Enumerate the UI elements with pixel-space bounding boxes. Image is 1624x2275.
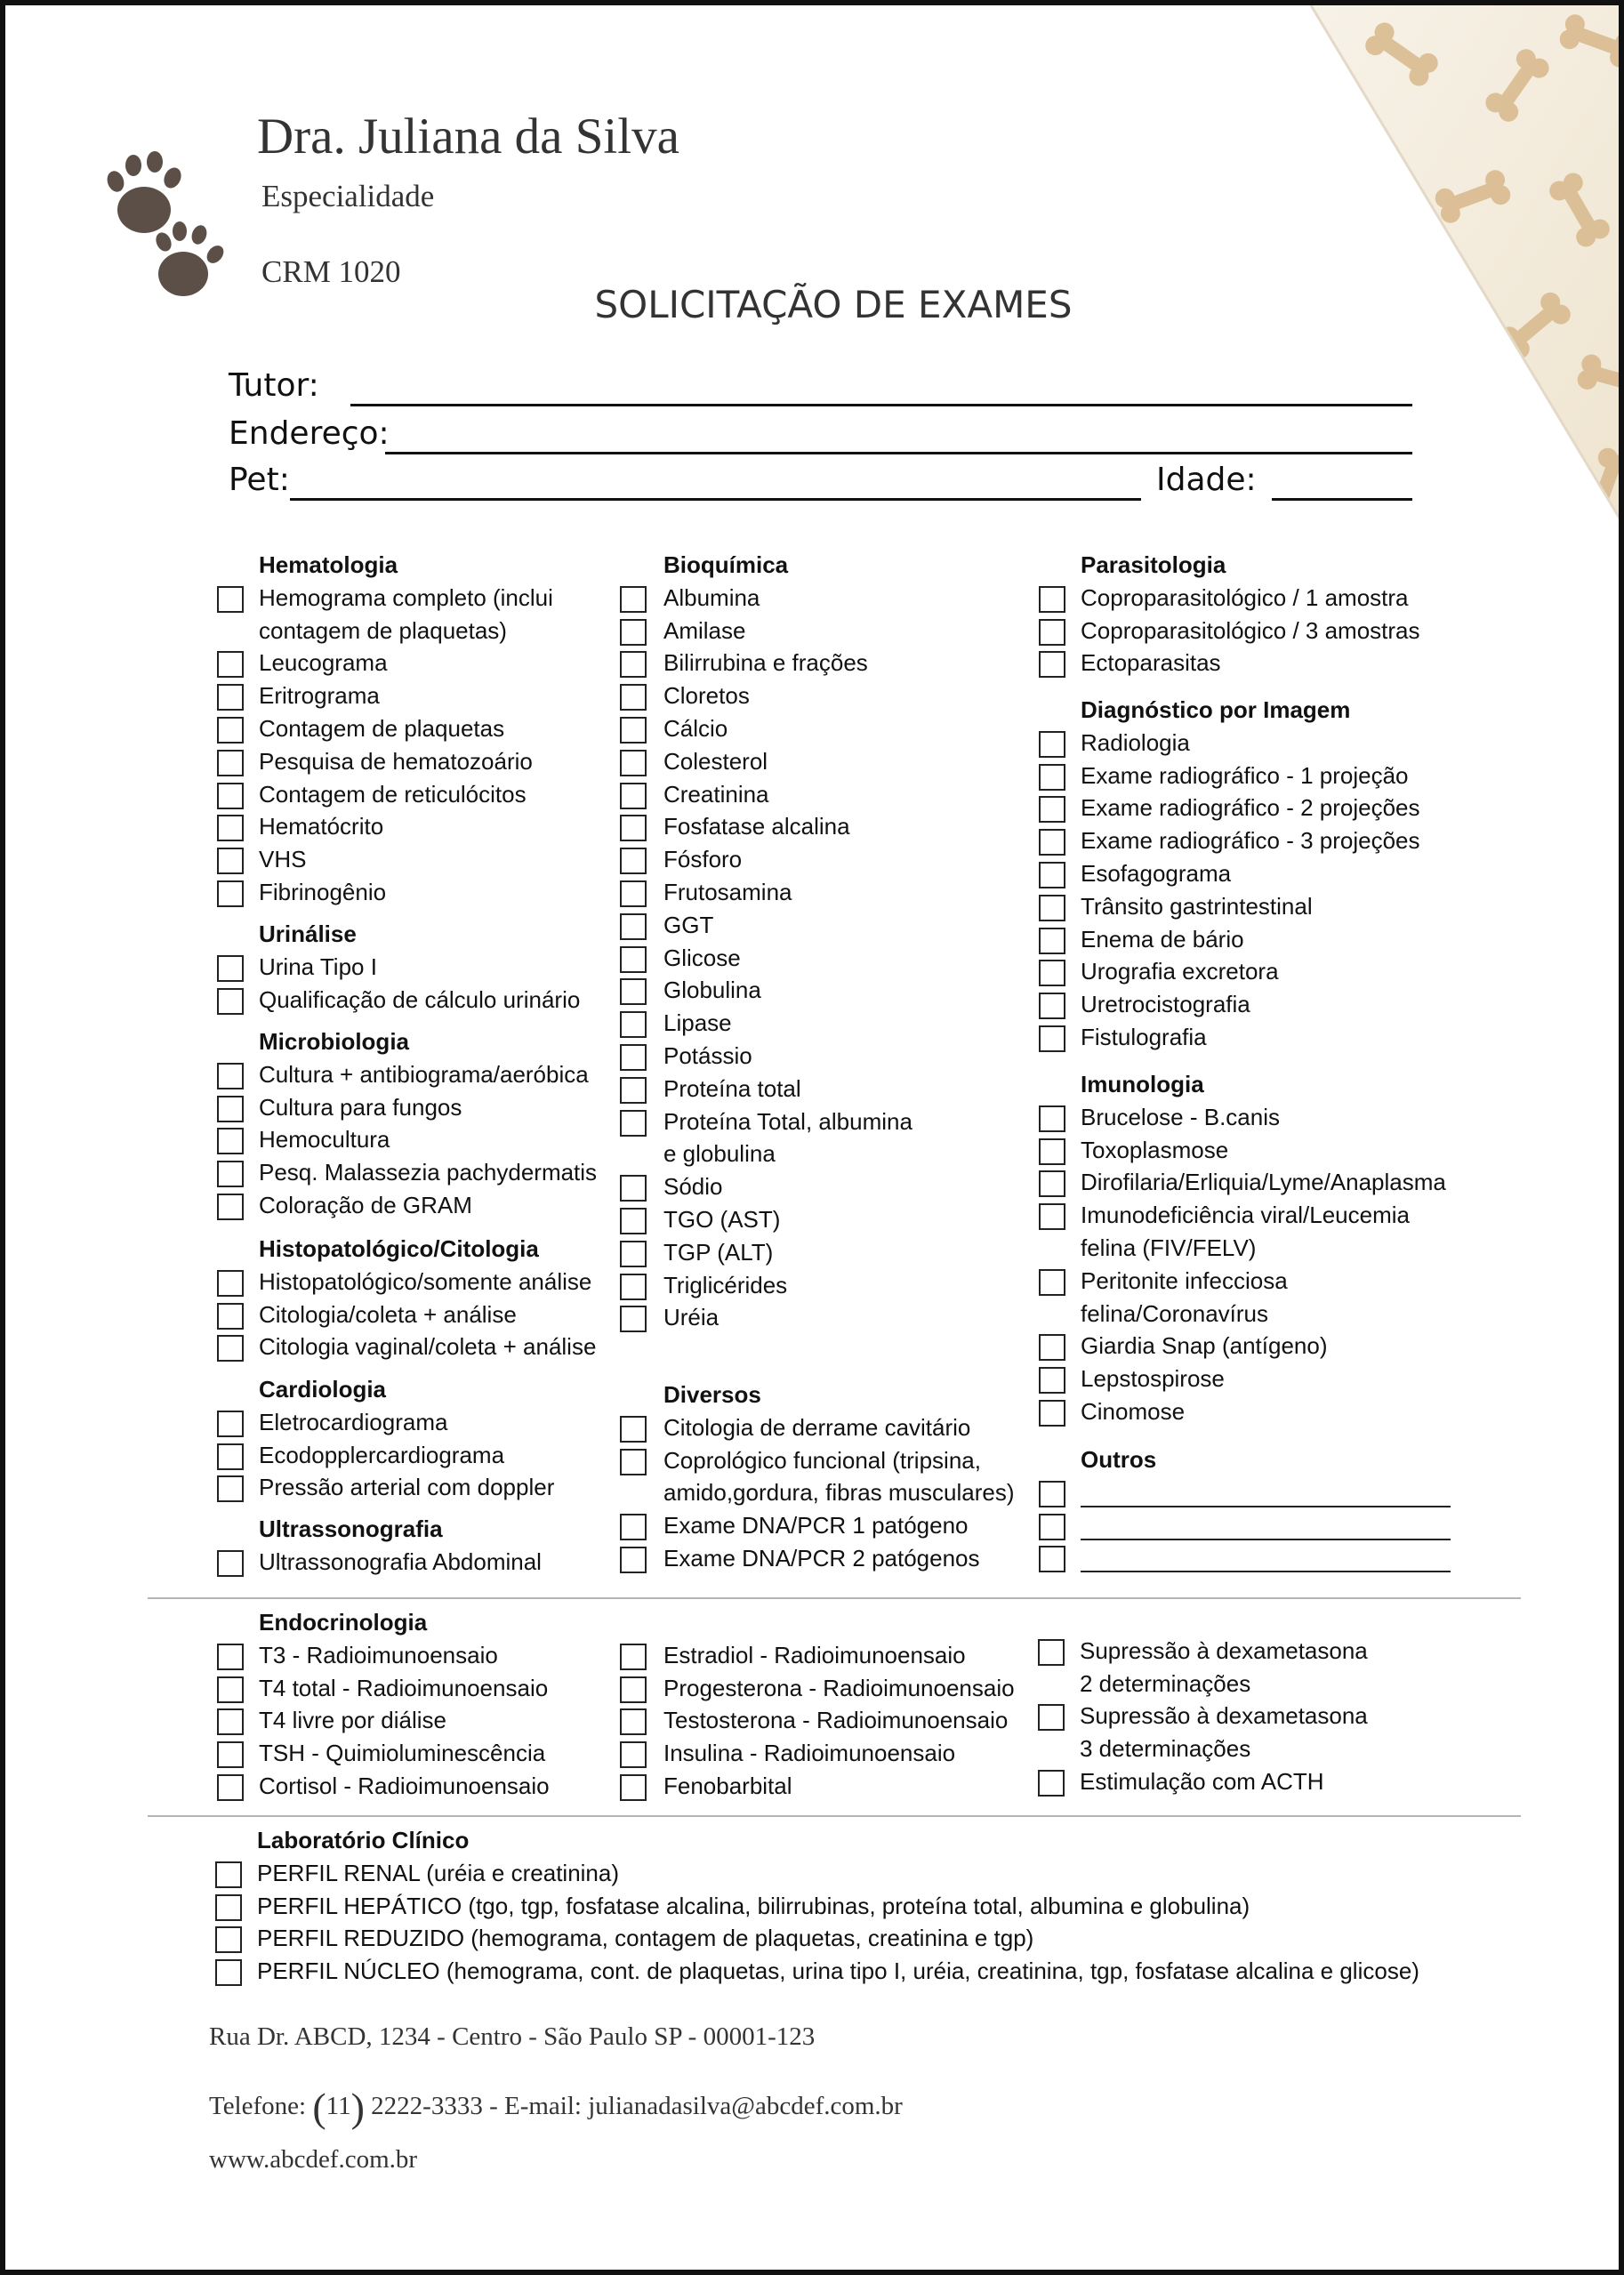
exam-item-label: Bilirrubina e frações — [663, 649, 868, 677]
specialty: Especialidade — [261, 179, 435, 213]
exam-item-label: Creatinina — [663, 780, 769, 808]
exam-item-label: Fenobarbital — [663, 1773, 792, 1799]
exam-item-label: Ultrassonografia Abdominal — [259, 1547, 542, 1575]
section-title-bioquimica: Bioquímica — [663, 551, 789, 578]
exam-item-label: T3 - Radioimunoensaio — [259, 1641, 498, 1668]
exam-item-label: VHS — [259, 846, 307, 873]
exam-item-label: Cortisol - Radioimunoensaio — [259, 1773, 550, 1799]
checkbox-histopatologico-somente-analise[interactable] — [217, 1270, 244, 1297]
exam-item-label: Triglicérides — [663, 1271, 788, 1298]
checkbox-lipase[interactable] — [620, 1011, 647, 1038]
checkbox-ecodopplercardiograma[interactable] — [217, 1443, 244, 1470]
footer-contact — [209, 2084, 903, 2131]
tutor-field[interactable] — [350, 404, 1412, 406]
bone-icon — [1362, 12, 1624, 526]
exam-item-label: Citologia vaginal/coleta + análise — [259, 1333, 597, 1361]
exam-item-label: contagem de plaquetas) — [259, 616, 507, 644]
checkbox-citologia-de-derrame-cavitario[interactable] — [620, 1416, 647, 1443]
phone-email: 2222-3333 - E-mail: julianadasilva@abcdef.com.br — [371, 2092, 903, 2120]
exam-item-label: T4 total - Radioimunoensaio — [259, 1674, 549, 1701]
checkbox-cinomose[interactable] — [1039, 1400, 1065, 1427]
checkbox-t3-radioimunoensaio[interactable] — [217, 1644, 244, 1670]
checkbox-toxoplasmose[interactable] — [1039, 1138, 1065, 1165]
exam-item-label: 2 determinações — [1080, 1669, 1251, 1697]
exam-item-label: Exame radiográfico - 2 projeções — [1081, 794, 1420, 822]
checkbox-ectoparasitas[interactable] — [1039, 651, 1065, 678]
exam-item-label: Esofagograma — [1081, 860, 1232, 887]
exam-item-label: Cloretos — [663, 682, 750, 710]
exam-item-label: Coproparasitológico / 1 amostra — [1081, 583, 1409, 611]
checkbox-exame-radiografico-2-projecoes[interactable] — [1039, 796, 1065, 823]
checkbox-ureia[interactable] — [620, 1306, 647, 1332]
exam-item-label: PERFIL REDUZIDO (hemograma, contagem de plaquetas, creatinina e tgp) — [257, 1925, 1034, 1952]
exam-item-label: GGT — [663, 911, 714, 938]
checkbox-cultura-para-fungos[interactable] — [217, 1096, 244, 1122]
checkbox-fosforo[interactable] — [620, 848, 647, 874]
exam-item-label: Frutosamina — [663, 879, 792, 905]
checkbox-fosfatase-alcalina[interactable] — [620, 815, 647, 841]
paren-close: ) — [350, 2085, 365, 2130]
checkbox-cultura-antibiograma-aerobica[interactable] — [217, 1063, 244, 1089]
checkbox-coprologico-funcional-tripsina[interactable] — [620, 1449, 647, 1475]
checkbox-qualificacao-de-calculo-urinario[interactable] — [217, 988, 244, 1015]
exam-item-label: Peritonite infecciosa — [1081, 1266, 1288, 1294]
checkbox-outros-1[interactable] — [1039, 1481, 1065, 1507]
exam-item-label: Trânsito gastrintestinal — [1081, 892, 1313, 920]
checkbox-tgo-ast[interactable] — [620, 1208, 647, 1234]
footer-address: Rua Dr. ABCD, 1234 - Centro - São Paulo SP - 00001-123 — [209, 2022, 816, 2051]
exam-item-label: Cálcio — [663, 715, 728, 742]
doctor-name: Dra. Juliana da Silva — [257, 109, 679, 165]
checkbox-estradiol-radioimunoensaio[interactable] — [620, 1644, 647, 1670]
checkbox-pesq-malassezia-pachydermatis[interactable] — [217, 1161, 244, 1187]
exam-item-label: Estimulação com ACTH — [1080, 1768, 1324, 1795]
exam-item-label: Insulina - Radioimunoensaio — [663, 1740, 956, 1767]
checkbox-potassio[interactable] — [620, 1044, 647, 1071]
checkbox-esofagograma[interactable] — [1039, 862, 1065, 888]
exam-item-label: Albumina — [663, 583, 760, 611]
exam-item-label: Giardia Snap (antígeno) — [1081, 1332, 1328, 1360]
divider — [148, 1815, 1521, 1817]
section-title-imagem: Diagnóstico por Imagem — [1081, 696, 1351, 723]
exam-item-label: TSH - Quimioluminescência — [259, 1740, 546, 1767]
checkbox-fibrinogenio[interactable] — [217, 880, 244, 907]
checkbox-triglicerides[interactable] — [620, 1274, 647, 1300]
section-title-laboratorio: Laboratório Clínico — [257, 1827, 470, 1853]
checkbox-transito-gastrintestinal[interactable] — [1039, 895, 1065, 921]
exam-item-label: Estradiol - Radioimunoensaio — [663, 1641, 966, 1668]
outros-blank-line[interactable] — [1081, 1539, 1451, 1540]
checkbox-fenobarbital[interactable] — [620, 1774, 647, 1801]
exam-item-label: felina (FIV/FELV) — [1081, 1234, 1257, 1261]
exam-item-label: Dirofilaria/Erliquia/Lyme/Anaplasma — [1081, 1169, 1446, 1196]
exam-item-label: Exame DNA/PCR 1 patógeno — [663, 1512, 969, 1539]
section-title-ultrassonografia: Ultrassonografia — [259, 1515, 443, 1542]
checkbox-coproparasitologico-1-amostra[interactable] — [1039, 586, 1065, 613]
exam-item-label: Pesquisa de hematozoário — [259, 747, 533, 775]
checkbox-citologia-coleta-analise[interactable] — [217, 1303, 244, 1330]
checkbox-bilirrubina-e-fracoes[interactable] — [620, 651, 647, 678]
divider — [148, 1597, 1521, 1599]
exam-item-label: Hemograma completo (inclui — [259, 583, 553, 611]
exam-item-label: Eritrograma — [259, 682, 380, 710]
checkbox-sodio[interactable] — [620, 1175, 647, 1202]
checkbox-insulina-radioimunoensaio[interactable] — [620, 1741, 647, 1768]
paren-open: ( — [312, 2085, 326, 2130]
checkbox-amilase[interactable] — [620, 619, 647, 646]
exam-item-label: Lepstospirose — [1081, 1365, 1225, 1393]
checkbox-hematocrito[interactable] — [217, 815, 244, 841]
exam-item-label: Citologia/coleta + análise — [259, 1300, 517, 1328]
exam-item-label: Leucograma — [259, 649, 388, 677]
footer-website: www.abcdef.com.br — [209, 2145, 418, 2174]
checkbox-ggt[interactable] — [620, 913, 647, 940]
checkbox-vhs[interactable] — [217, 848, 244, 874]
idade-field[interactable] — [1272, 498, 1412, 501]
checkbox-tgp-alt[interactable] — [620, 1241, 647, 1267]
exam-item-label: Globulina — [663, 977, 761, 1004]
exam-item-label: Uréia — [663, 1304, 720, 1331]
checkbox-cloretos[interactable] — [620, 684, 647, 711]
exam-item-label: Ecodopplercardiograma — [259, 1441, 505, 1468]
exam-item-label: Radiologia — [1081, 728, 1190, 756]
exam-item-label: T4 livre por diálise — [259, 1707, 446, 1734]
exam-item-label: Enema de bário — [1081, 925, 1244, 953]
checkbox-outros-3[interactable] — [1039, 1546, 1065, 1572]
checkbox-testosterona-radioimunoensaio[interactable] — [620, 1708, 647, 1735]
checkbox-pressao-arterial-com-doppler[interactable] — [217, 1475, 244, 1502]
exam-item-label: Exame DNA/PCR 2 patógenos — [663, 1545, 980, 1572]
checkbox-enema-de-bario[interactable] — [1039, 928, 1065, 954]
section-title-parasitologia: Parasitologia — [1081, 551, 1226, 578]
exam-item-label: felina/Coronavírus — [1081, 1299, 1268, 1327]
checkbox-eletrocardiograma[interactable] — [217, 1411, 244, 1437]
checkbox-albumina[interactable] — [620, 586, 647, 613]
exam-item-label: Fibrinogênio — [259, 879, 387, 905]
exam-item-label: Toxoplasmose — [1081, 1136, 1229, 1163]
checkbox-exame-radiografico-3-projecoes[interactable] — [1039, 829, 1065, 856]
exam-item-label: TGP (ALT) — [663, 1238, 774, 1266]
endereco-label: Endereço: — [229, 415, 390, 452]
checkbox-uretrocistografia[interactable] — [1039, 993, 1065, 1019]
checkbox-brucelose-b-canis[interactable] — [1039, 1105, 1065, 1132]
exam-item-label: Exame radiográfico - 3 projeções — [1081, 827, 1420, 855]
outros-blank-line[interactable] — [1081, 1571, 1451, 1572]
exam-item-label: PERFIL HEPÁTICO (tgo, tgp, fosfatase alcalina, bilirrubinas, proteína total, albumina e globulina) — [257, 1892, 1250, 1919]
exam-item-label: Brucelose - B.canis — [1081, 1103, 1280, 1130]
exam-item-label: TGO (AST) — [663, 1206, 781, 1233]
exam-item-label: PERFIL RENAL (uréia e creatinina) — [257, 1859, 620, 1886]
exam-item-label: Colesterol — [663, 747, 768, 775]
exam-item-label: amido,gordura, fibras musculares) — [663, 1479, 1015, 1507]
checkbox-progesterona-radioimunoensaio[interactable] — [620, 1676, 647, 1703]
checkbox-globulina[interactable] — [620, 978, 647, 1005]
checkbox-tsh-quimioluminescencia[interactable] — [217, 1741, 244, 1768]
exam-item-label: Potássio — [663, 1042, 752, 1069]
section-title-imunologia: Imunologia — [1081, 1071, 1204, 1097]
exam-item-label: Eletrocardiograma — [259, 1408, 448, 1435]
exam-item-label: Contagem de reticulócitos — [259, 780, 527, 808]
checkbox-creatinina[interactable] — [620, 783, 647, 809]
phone-label: Telefone: — [209, 2092, 307, 2120]
exam-item-label: Glicose — [663, 944, 741, 971]
checkbox-lepstospirose[interactable] — [1039, 1367, 1065, 1394]
exam-item-label: Pressão arterial com doppler — [259, 1474, 555, 1501]
checkbox-cortisol-radioimunoensaio[interactable] — [217, 1774, 244, 1801]
checkbox-peritonite-infecciosa[interactable] — [1039, 1269, 1065, 1296]
exam-item-label: Lipase — [663, 1009, 732, 1037]
checkbox-exame-dna-pcr-1-patogeno[interactable] — [620, 1514, 647, 1540]
exam-item-label: Urina Tipo I — [259, 953, 377, 980]
exam-item-label: Proteína Total, albumina — [663, 1107, 912, 1135]
checkbox-coloracao-de-gram[interactable] — [217, 1194, 244, 1220]
checkbox-leucograma[interactable] — [217, 651, 244, 678]
page-title: SOLICITAÇÃO DE EXAMES — [594, 283, 1073, 326]
checkbox-contagem-de-plaquetas[interactable] — [217, 717, 244, 744]
checkbox-perfil-nucleo-hemograma-cont-de-plaquetas-urina-tipo-i-ureia-creatinina-tgp-fosfatase-alcalina-e-glicose[interactable] — [215, 1959, 242, 1986]
crm-number: CRM 1020 — [261, 254, 401, 289]
idade-label: Idade: — [1156, 462, 1257, 498]
phone-area: 11 — [326, 2092, 351, 2120]
checkbox-frutosamina[interactable] — [620, 880, 647, 907]
exam-item-label: Hemocultura — [259, 1126, 390, 1154]
checkbox-coproparasitologico-3-amostras[interactable] — [1039, 619, 1065, 646]
checkbox-exame-dna-pcr-2-patogenos[interactable] — [620, 1547, 647, 1573]
exam-item-label: Cultura para fungos — [259, 1093, 462, 1121]
checkbox-eritrograma[interactable] — [217, 684, 244, 711]
section-title-urinalise: Urinálise — [259, 920, 357, 947]
checkbox-pesquisa-de-hematozoario[interactable] — [217, 750, 244, 776]
pet-label: Pet: — [229, 462, 290, 498]
exam-item-label: Urografia excretora — [1081, 958, 1279, 985]
outros-blank-line[interactable] — [1081, 1506, 1451, 1507]
exam-item-label: Qualificação de cálculo urinário — [259, 985, 581, 1013]
exam-item-label: Progesterona - Radioimunoensaio — [663, 1674, 1015, 1701]
exam-item-label: Ectoparasitas — [1081, 649, 1221, 677]
exam-item-label: Uretrocistografia — [1081, 991, 1250, 1018]
checkbox-contagem-de-reticulocitos[interactable] — [217, 783, 244, 809]
checkbox-radiologia[interactable] — [1039, 731, 1065, 758]
exam-item-label: Testosterona - Radioimunoensaio — [663, 1707, 1009, 1734]
section-title-diversos: Diversos — [663, 1381, 761, 1408]
checkbox-proteina-total-albumina[interactable] — [620, 1110, 647, 1137]
checkbox-fistulografia[interactable] — [1039, 1025, 1065, 1052]
checkbox-perfil-renal-ureia-e-creatinina[interactable] — [215, 1861, 242, 1888]
checkbox-supressao-a-dexametasona[interactable] — [1038, 1704, 1065, 1731]
exam-item-label: Fosfatase alcalina — [663, 813, 850, 840]
checkbox-imunodeficiencia-viral-leucemia[interactable] — [1039, 1203, 1065, 1230]
section-title-histopatologico: Histopatológico/Citologia — [259, 1235, 539, 1262]
exam-item-label: Citologia de derrame cavitário — [663, 1413, 971, 1441]
exam-item-label: Pesq. Malassezia pachydermatis — [259, 1159, 598, 1186]
exam-item-label: Sódio — [663, 1173, 723, 1201]
exam-item-label: Supressão à dexametasona — [1080, 1702, 1368, 1730]
exam-item-label: Hematócrito — [259, 813, 384, 840]
checkbox-glicose[interactable] — [620, 946, 647, 973]
section-title-microbiologia: Microbiologia — [259, 1028, 409, 1055]
section-title-cardiologia: Cardiologia — [259, 1376, 387, 1403]
exam-item-label: Coprológico funcional (tripsina, — [663, 1446, 981, 1474]
section-title-hematologia: Hematologia — [259, 551, 398, 578]
checkbox-supressao-a-dexametasona[interactable] — [1038, 1639, 1065, 1666]
checkbox-hemocultura[interactable] — [217, 1128, 244, 1154]
tutor-label: Tutor: — [229, 367, 319, 404]
exam-item-label: Imunodeficiência viral/Leucemia — [1081, 1202, 1410, 1229]
exam-item-label: Cultura + antibiograma/aeróbica — [259, 1060, 589, 1088]
checkbox-t4-livre-por-dialise[interactable] — [217, 1708, 244, 1735]
checkbox-urina-tipo-i[interactable] — [217, 955, 244, 982]
exam-item-label: Proteína total — [663, 1074, 801, 1102]
exam-item-label: Coloração de GRAM — [259, 1192, 472, 1218]
exam-item-label: Contagem de plaquetas — [259, 715, 505, 742]
checkbox-estimulacao-com-acth[interactable] — [1038, 1770, 1065, 1797]
checkbox-citologia-vaginal-coleta-analise[interactable] — [217, 1335, 244, 1362]
exam-item-label: Exame radiográfico - 1 projeção — [1081, 761, 1409, 789]
exam-item-label: e globulina — [663, 1140, 776, 1168]
exam-item-label: PERFIL NÚCLEO (hemograma, cont. de plaquetas, urina tipo I, uréia, creatinina, tgp, fosfatase alcalina e glicose) — [257, 1957, 1419, 1985]
exam-item-label: Histopatológico/somente análise — [259, 1267, 592, 1295]
checkbox-proteina-total[interactable] — [620, 1077, 647, 1104]
exam-item-label: 3 determinações — [1080, 1735, 1251, 1763]
checkbox-calcio[interactable] — [620, 717, 647, 744]
checkbox-colesterol[interactable] — [620, 750, 647, 776]
exam-item-label: Fistulografia — [1081, 1024, 1207, 1050]
checkbox-urografia-excretora[interactable] — [1039, 960, 1065, 986]
checkbox-t4-total-radioimunoensaio[interactable] — [217, 1676, 244, 1703]
endereco-field[interactable] — [385, 452, 1412, 454]
checkbox-outros-2[interactable] — [1039, 1514, 1065, 1540]
exam-item-label: Fósforo — [663, 846, 743, 873]
exam-item-label: Supressão à dexametasona — [1080, 1636, 1368, 1664]
checkbox-dirofilaria-erliquia-lyme-anaplasma[interactable] — [1039, 1170, 1065, 1197]
section-title-outros: Outros — [1081, 1446, 1157, 1473]
exam-item-label: Coproparasitológico / 3 amostras — [1081, 616, 1420, 644]
checkbox-giardia-snap-antigeno[interactable] — [1039, 1334, 1065, 1361]
checkbox-hemograma-completo-inclui[interactable] — [217, 586, 244, 613]
checkbox-perfil-hepatico-tgo-tgp-fosfatase-alcalina-bilirrubinas-proteina-total-albumina-e-globulina[interactable] — [215, 1894, 242, 1921]
checkbox-perfil-reduzido-hemograma-contagem-de-plaquetas-creatinina-e-tgp[interactable] — [215, 1926, 242, 1953]
exam-item-label: Cinomose — [1081, 1398, 1186, 1425]
checkbox-exame-radiografico-1-projecao[interactable] — [1039, 764, 1065, 791]
exam-item-label: Amilase — [663, 616, 746, 644]
pet-field[interactable] — [290, 498, 1141, 501]
section-title-endocrinologia: Endocrinologia — [259, 1609, 428, 1636]
checkbox-ultrassonografia-abdominal[interactable] — [217, 1550, 244, 1577]
